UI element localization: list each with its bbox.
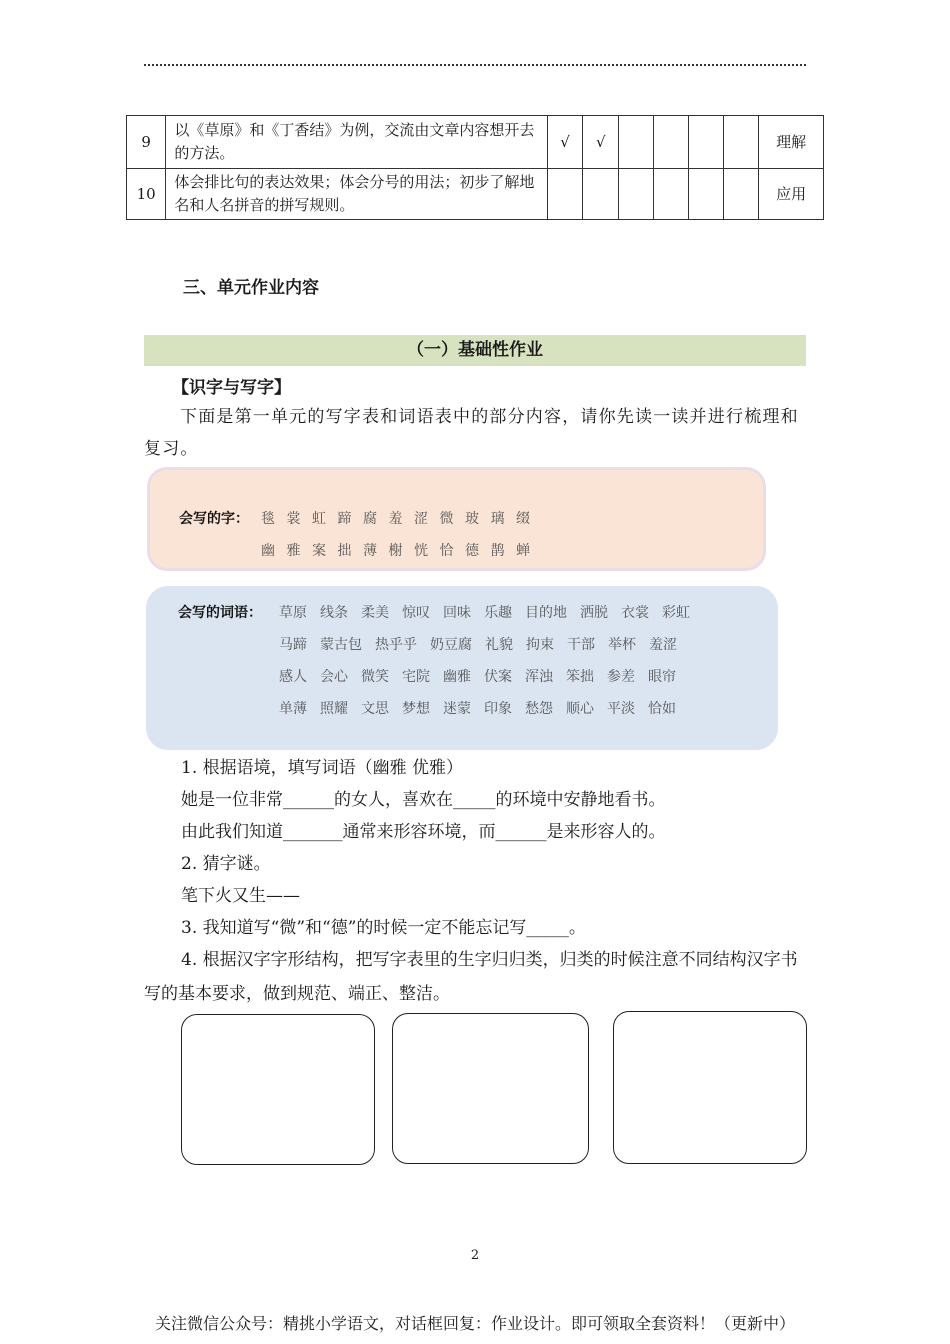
word-item: 奶豆腐 xyxy=(430,637,472,653)
word-item: 单薄 xyxy=(279,701,307,717)
char-item: 蹄 xyxy=(337,511,352,527)
word-line xyxy=(279,666,689,686)
word-item: 平淡 xyxy=(607,701,635,717)
word-item: 顺心 xyxy=(566,701,594,717)
question-1-line-2: 由此我们知道_______通常来形容环境，而______是来形容人的。 xyxy=(181,822,666,842)
char-item: 恰 xyxy=(439,543,454,559)
footer-note: 关注微信公众号：精挑小学语文，对话框回复：作业设计。即可领取全套资料！（更新中） xyxy=(154,1314,795,1333)
row-text: 体会排比句的表达效果；体会分号的用法；初步了解地名和人名拼音的拼写规则。 xyxy=(166,169,547,220)
char-item: 案 xyxy=(312,543,326,559)
row-number: 9 xyxy=(127,116,166,169)
char-item: 雅 xyxy=(286,543,301,559)
row-text: 以《草原》和《丁香结》为例，交流由文章内容想开去的方法。 xyxy=(166,116,547,169)
char-item: 虹 xyxy=(312,511,326,527)
word-line xyxy=(279,634,690,654)
page-number: 2 xyxy=(470,1248,480,1263)
row-number: 10 xyxy=(127,169,166,220)
check-cell: √ xyxy=(547,116,583,169)
word-item: 举杯 xyxy=(608,637,636,653)
question-2-riddle: 笔下火又生—— xyxy=(181,886,300,906)
char-item: 恍 xyxy=(414,543,428,559)
word-item: 梦想 xyxy=(402,701,430,717)
word-item: 微笑 xyxy=(361,669,389,685)
word-item: 笨拙 xyxy=(566,669,594,685)
word-item: 羞涩 xyxy=(649,637,677,653)
check-cell: √ xyxy=(583,116,619,169)
char-item: 幽 xyxy=(261,543,275,559)
question-1-line-1: 她是一位非常______的女人，喜欢在_____的环境中安静地看书。 xyxy=(181,790,666,810)
word-item: 草原 xyxy=(279,605,307,621)
table-row xyxy=(127,169,824,220)
word-item: 参差 xyxy=(607,669,635,685)
word-item: 干部 xyxy=(567,637,595,653)
char-item: 拙 xyxy=(337,543,352,559)
check-cell xyxy=(619,116,654,169)
question-3: 3. 我知道写“微”和“德”的时候一定不能忘记写_____。 xyxy=(181,918,586,938)
word-item: 拘束 xyxy=(526,637,554,653)
word-item: 衣裳 xyxy=(621,605,649,621)
char-item: 蝉 xyxy=(516,543,530,559)
char-line xyxy=(261,540,542,560)
word-box xyxy=(146,586,778,750)
char-item: 腐 xyxy=(363,511,377,527)
char-item: 裳 xyxy=(286,511,301,527)
sub-heading: 【识字与写字】 xyxy=(172,378,291,398)
check-cell xyxy=(689,169,724,220)
char-item: 毯 xyxy=(261,511,275,527)
objectives-table xyxy=(126,115,824,220)
check-cell xyxy=(619,169,654,220)
intro-paragraph: 下面是第一单元的写字表和词语表中的部分内容，请你先读一读并进行梳理和复习。 xyxy=(144,407,799,459)
word-item: 热乎乎 xyxy=(375,637,417,653)
word-item: 恰如 xyxy=(648,701,676,717)
word-item: 照耀 xyxy=(320,701,348,717)
check-cell xyxy=(654,169,689,220)
check-cell xyxy=(654,116,689,169)
word-item: 愁怨 xyxy=(525,701,553,717)
word-item: 洒脱 xyxy=(580,605,608,621)
char-item: 薄 xyxy=(363,543,377,559)
check-cell xyxy=(724,116,759,169)
char-item: 缀 xyxy=(516,511,530,527)
word-line xyxy=(279,602,703,622)
check-cell xyxy=(547,169,583,220)
word-item: 目的地 xyxy=(525,605,567,621)
char-item: 涩 xyxy=(414,511,428,527)
question-1-title: 1. 根据语境，填写词语（幽雅 优雅） xyxy=(181,758,464,778)
char-line xyxy=(261,508,542,528)
answer-box[interactable] xyxy=(181,1014,375,1165)
section-heading: 三、单元作业内容 xyxy=(183,278,319,298)
char-item: 羞 xyxy=(388,511,403,527)
word-item: 浑浊 xyxy=(525,669,553,685)
char-item: 德 xyxy=(465,543,479,559)
check-cell xyxy=(689,116,724,169)
word-item: 回味 xyxy=(443,605,471,621)
char-item: 微 xyxy=(439,511,454,527)
word-item: 柔美 xyxy=(361,605,389,621)
char-item: 玻 xyxy=(465,511,479,527)
word-item: 蒙古包 xyxy=(320,637,362,653)
check-cell xyxy=(724,169,759,220)
answer-box[interactable] xyxy=(392,1013,589,1164)
word-item: 感人 xyxy=(279,669,307,685)
band-title: （一）基础性作业 xyxy=(144,335,806,366)
word-item: 伏案 xyxy=(484,669,512,685)
word-item: 幽雅 xyxy=(443,669,471,685)
level-cell: 应用 xyxy=(759,169,824,220)
word-item: 印象 xyxy=(484,701,512,717)
question-2-title: 2. 猜字谜。 xyxy=(181,854,271,874)
level-cell: 理解 xyxy=(759,116,824,169)
header-dotted-rule xyxy=(144,64,806,66)
check-cell xyxy=(583,169,619,220)
word-box-label: 会写的词语： xyxy=(178,605,262,621)
word-item: 线条 xyxy=(320,605,348,621)
word-item: 惊叹 xyxy=(402,605,430,621)
table-row xyxy=(127,116,824,169)
char-item: 榭 xyxy=(388,543,403,559)
char-box xyxy=(147,467,766,571)
answer-box[interactable] xyxy=(613,1011,807,1164)
word-item: 礼貌 xyxy=(485,637,513,653)
word-item: 彩虹 xyxy=(662,605,690,621)
char-item: 璃 xyxy=(490,511,505,527)
word-item: 宅院 xyxy=(402,669,430,685)
word-item: 迷蒙 xyxy=(443,701,471,717)
word-line xyxy=(279,698,689,718)
question-4: 4. 根据汉字字形结构，把写字表里的生字归归类，归类的时候注意不同结构汉字书写的基本要求，做到规范、端正、整洁。 xyxy=(144,950,798,1004)
word-item: 会心 xyxy=(320,669,348,685)
word-item: 文思 xyxy=(361,701,389,717)
char-item: 鹊 xyxy=(490,543,505,559)
char-box-label: 会写的字： xyxy=(179,511,249,527)
word-item: 乐趣 xyxy=(484,605,512,621)
word-item: 马蹄 xyxy=(279,637,307,653)
word-item: 眼帘 xyxy=(648,669,676,685)
